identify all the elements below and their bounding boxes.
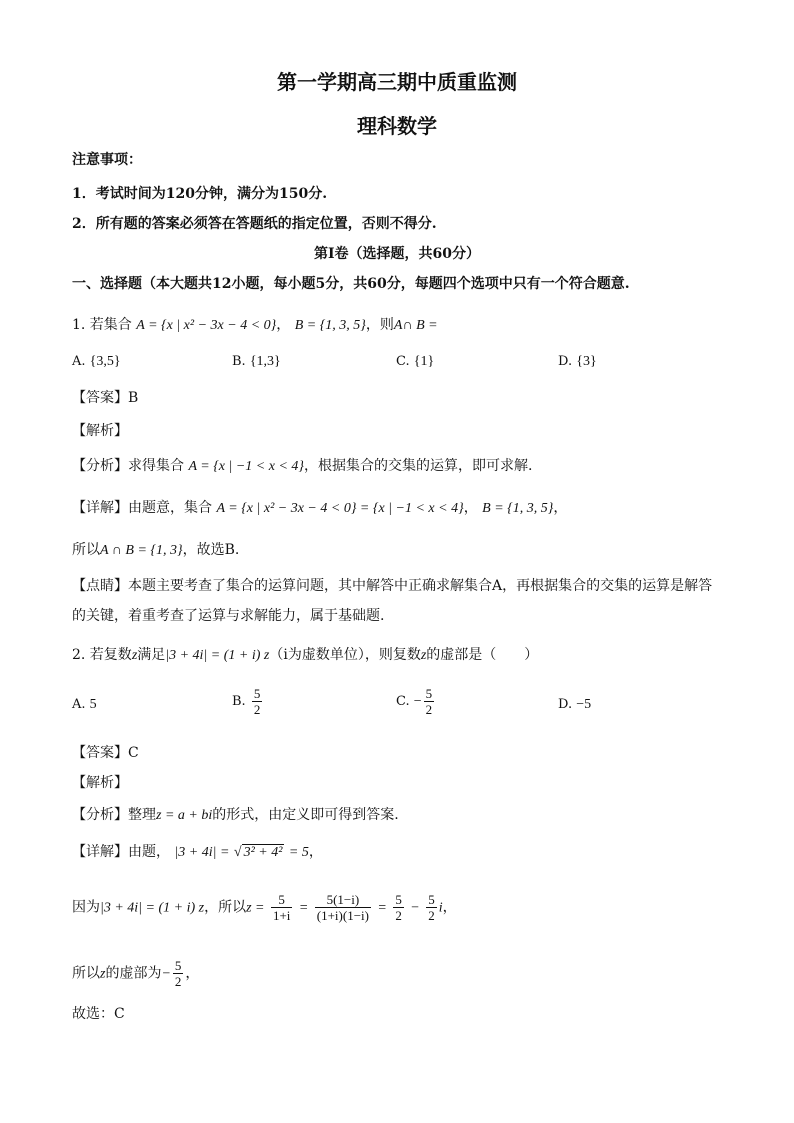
q2-stem-end: 的虚部是（ ） bbox=[426, 647, 539, 663]
q2-answer-value: C bbox=[128, 745, 139, 761]
q2-conclude-fraction bbox=[173, 958, 184, 989]
q2-option-c-sign: − bbox=[413, 694, 422, 709]
q1-option-d bbox=[558, 352, 597, 372]
q2-stem-math: |3 + 4i| = (1 + i) z bbox=[165, 648, 270, 663]
q2-option-c-fraction bbox=[424, 686, 435, 717]
q2-option-b-label: B. bbox=[232, 694, 246, 709]
q1-option-a bbox=[72, 352, 121, 372]
q1-detail-sep: ， bbox=[463, 500, 478, 516]
q2-stem bbox=[72, 645, 538, 666]
q1-detail-b: B = {1, 3, 5} bbox=[482, 501, 554, 516]
q2-conclude-sign: − bbox=[161, 966, 171, 982]
q1-option-b bbox=[232, 352, 281, 372]
q1-so-math: A ∩ B = {1, 3} bbox=[100, 543, 183, 558]
q2-because: 因为|3 + 4i| = (1 + i) z，所以z = $\frac{5}{1+i}$ = $\frac{5(1-i)}{(1+i)(1-i)}$ = $\frac{5}{2}$ − $\frac{5}{2}$ i， bbox=[72, 892, 457, 923]
q2-detail bbox=[72, 842, 323, 863]
q2-frac2-num: 5(1−i) bbox=[326, 892, 360, 907]
q2-conclude bbox=[72, 958, 199, 989]
q2-frac4-num: 5 bbox=[428, 892, 435, 907]
q2-z-3: z bbox=[100, 966, 106, 982]
q1-so bbox=[72, 540, 239, 561]
q2-option-b-fraction bbox=[252, 686, 263, 717]
q1-remark-1 bbox=[72, 576, 712, 596]
q2-frac2-den: (1+i)(1−i) bbox=[316, 908, 369, 923]
q2-stem-suffix: （i为虚数单位），则复数 bbox=[269, 647, 421, 663]
q1-stem bbox=[72, 315, 438, 336]
q1-remark-2: 的关键，着重考查了运算与求解能力，属于基础题. bbox=[72, 608, 385, 624]
q1-option-a-value: {3,5} bbox=[89, 354, 121, 369]
q2-conclude-mid: 的虚部为 bbox=[105, 965, 162, 982]
q2-tail: ， bbox=[442, 899, 457, 916]
q2-detail-rhs: = 5 bbox=[288, 845, 309, 860]
q2-option-d bbox=[558, 695, 591, 715]
q1-fenxi-math: A = {x | −1 < x < 4} bbox=[188, 459, 305, 474]
fenxi-label-2: 【分析】 bbox=[72, 807, 128, 823]
part-heading: 第Ⅰ卷（选择题，共60分） bbox=[313, 246, 481, 262]
q2-i-unit: i bbox=[438, 900, 443, 916]
q2-fenxi-prefix: 整理 bbox=[128, 807, 156, 823]
q1-comma: ， bbox=[276, 317, 291, 333]
q1-fenxi-suffix: ，根据集合的交集的运算，即可求解. bbox=[304, 458, 533, 474]
q1-option-c-value: {1} bbox=[413, 354, 435, 369]
q2-option-a bbox=[72, 695, 97, 715]
answer-label: 【答案】 bbox=[72, 390, 128, 406]
page-title: 第一学期高三期中质重监测 bbox=[277, 70, 517, 94]
page-subtitle: 理科数学 bbox=[357, 114, 437, 138]
q1-option-d-label: D. bbox=[558, 354, 573, 369]
q1-option-c bbox=[396, 352, 434, 372]
xiangjie-label-2: 【详解】 bbox=[72, 844, 128, 860]
q2-z-2: z bbox=[420, 648, 427, 663]
q2-option-d-label: D. bbox=[558, 697, 573, 712]
q1-detail bbox=[72, 498, 567, 519]
q2-answer bbox=[72, 743, 139, 763]
q2-option-b bbox=[232, 686, 264, 717]
notes-item-2: 2．所有题的答案必须答在答题纸的指定位置，否则不得分. bbox=[72, 216, 437, 232]
q1-detail-end: ， bbox=[553, 500, 568, 516]
q2-conclude-prefix: 所以 bbox=[72, 965, 100, 982]
fenxi-label: 【分析】 bbox=[72, 458, 128, 474]
q2-conclude-num: 5 bbox=[174, 958, 182, 973]
q2-option-c-label: C. bbox=[396, 694, 410, 709]
q1-option-b-label: B. bbox=[232, 354, 246, 369]
q1-detail-prefix: 由题意，集合 bbox=[128, 500, 212, 516]
q2-frac-3 bbox=[393, 892, 404, 923]
q1-answer bbox=[72, 388, 138, 408]
q2-fenxi-math: z = a + bi bbox=[156, 808, 213, 823]
q1-fenxi-prefix: 求得集合 bbox=[128, 458, 184, 474]
q1-set-a: A = {x | x² − 3x − 4 < 0} bbox=[136, 318, 277, 333]
q2-stem-mid: 满足 bbox=[137, 647, 166, 663]
q1-stem-suffix: ，则 bbox=[365, 317, 394, 333]
q1-fenxi bbox=[72, 456, 532, 477]
q1-set-b: B = {1, 3, 5} bbox=[294, 318, 366, 333]
q1-option-c-label: C. bbox=[396, 354, 410, 369]
q2-frac4-den: 2 bbox=[428, 908, 435, 923]
q1-analysis-label: 【解析】 bbox=[72, 423, 128, 439]
q2-analysis-label: 【解析】 bbox=[72, 775, 128, 791]
q2-fenxi-suffix: 的形式，由定义即可得到答案. bbox=[212, 807, 399, 823]
q2-z: z bbox=[131, 648, 138, 663]
q2-option-c bbox=[396, 686, 436, 717]
q2-because: 因为 bbox=[72, 899, 100, 916]
q2-frac-4 bbox=[426, 892, 437, 923]
q2-frac3-num: 5 bbox=[395, 892, 402, 907]
xiangjie-label: 【详解】 bbox=[72, 500, 128, 516]
q1-answer-value: B bbox=[128, 390, 139, 406]
q2-eq-z: z = bbox=[246, 900, 265, 916]
q2-conclude-end: ， bbox=[185, 965, 200, 982]
q2-option-b-den: 2 bbox=[253, 702, 261, 717]
q2-frac-2 bbox=[315, 892, 371, 923]
q2-minus: − bbox=[410, 900, 420, 916]
q2-fenxi bbox=[72, 805, 399, 826]
q1-option-d-value: {3} bbox=[576, 354, 597, 369]
q2-detail-end: ， bbox=[308, 844, 323, 860]
sqrt-icon: √ bbox=[233, 845, 242, 860]
q2-option-a-value: 5 bbox=[89, 697, 97, 712]
q2-frac1-num: 5 bbox=[278, 892, 285, 907]
dianjing-label: 【点睛】 bbox=[72, 578, 128, 594]
q2-frac-1 bbox=[271, 892, 292, 923]
q2-frac1-den: 1+i bbox=[272, 908, 291, 923]
q2-frac3-den: 2 bbox=[395, 908, 402, 923]
q2-option-c-den: 2 bbox=[425, 702, 433, 717]
q2-stem-prefix: 2. 若复数 bbox=[72, 647, 132, 663]
q2-detail-prefix: 由题， bbox=[128, 844, 170, 860]
answer-label-2: 【答案】 bbox=[72, 745, 128, 761]
q2-detail-sqrt: 3² + 4² bbox=[243, 845, 283, 860]
q1-option-b-value: {1,3} bbox=[249, 354, 281, 369]
q2-option-c-num: 5 bbox=[425, 686, 433, 701]
q1-expr: A∩ B = bbox=[393, 318, 438, 333]
q2-so-word: ，所以 bbox=[204, 899, 247, 916]
q1-remark-line1: 本题主要考查了集合的运算问题，其中解答中正确求解集合A，再根据集合的交集的运算是解答 bbox=[128, 578, 713, 594]
notes-item-1: 1．考试时间为120分钟，满分为150分. bbox=[72, 186, 328, 202]
q2-conclude-den: 2 bbox=[174, 974, 182, 989]
q2-option-d-value: −5 bbox=[576, 697, 592, 712]
q1-so-prefix: 所以 bbox=[72, 542, 100, 558]
q1-stem-prefix: 1. 若集合 bbox=[72, 317, 132, 333]
q2-option-a-label: A. bbox=[72, 697, 86, 712]
q2-because-math: |3 + 4i| = (1 + i) z bbox=[100, 900, 205, 916]
q1-option-a-label: A. bbox=[72, 354, 86, 369]
q2-option-b-num: 5 bbox=[253, 686, 261, 701]
q2-final: 故选：C bbox=[72, 1006, 125, 1022]
section-heading: 一、选择题（本大题共12小题，每小题5分，共60分，每题四个选项中只有一个符合题意. bbox=[72, 276, 630, 292]
q2-detail-lhs: |3 + 4i| = bbox=[174, 845, 230, 860]
q1-so-suffix: ，故选B. bbox=[182, 542, 240, 558]
notes-heading: 注意事项： bbox=[72, 152, 142, 168]
q1-detail-math: A = {x | x² − 3x − 4 < 0} = {x | −1 < x < 4} bbox=[216, 501, 464, 516]
